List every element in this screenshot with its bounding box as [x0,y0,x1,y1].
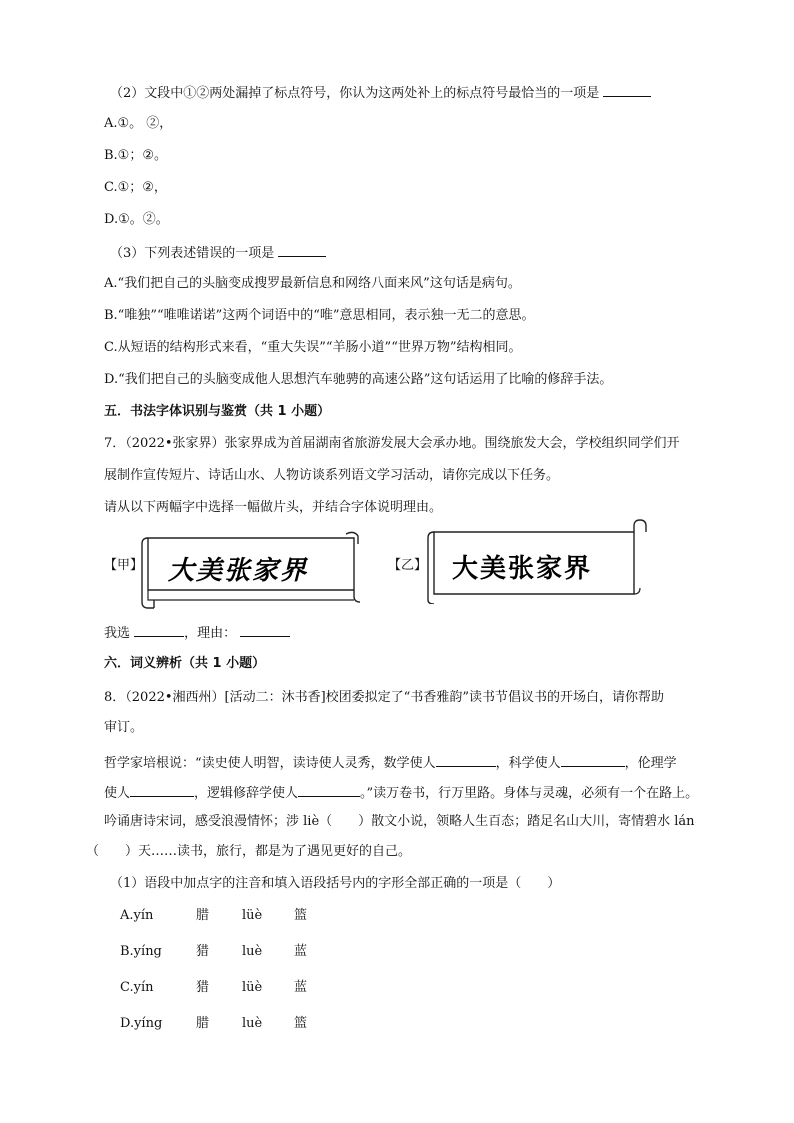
passage-line4: （ ）天……读书，旅行，都是为了遇见更好的自己。 [86,844,412,859]
q2-option-a[interactable]: A.①。 ②， [104,116,173,131]
q2-option-c[interactable]: C.①；②， [104,180,167,195]
q7-text-line3: 请从以下两幅字中选择一幅做片头，并结合字体说明理由。 [104,500,443,515]
q2-option-b[interactable]: B.①；②。 [104,148,167,163]
q8-text-line2: 审订。 [104,720,144,735]
section-heading-5: 五．书法字体识别与鉴赏（共 1 小题） [104,404,331,419]
q7-text-line1: 7．（2022•张家界）张家界成为首届湖南省旅游发展大会承办地。围绕旅发大会，学校组织同学们开 [104,436,680,451]
passage-line3: 吟诵唐诗宋词，感受浪漫情怀；涉 liè（ ）散文小说，领略人生百态；踏足名山大川，寄情碧水 lán [104,814,695,829]
q7-text-line2: 展制作宣传短片、诗话山水、人物访谈系列语文学习活动，请你完成以下任务。 [104,468,560,483]
answer-blank[interactable] [278,242,326,257]
label-jia: 【甲】 [104,558,144,573]
reason-blank[interactable] [240,622,290,637]
q3-option-a[interactable]: A.“我们把自己的头脑变成搜罗最新信息和网络八面来风”这句话是病句。 [104,276,521,291]
choice-blank[interactable] [134,622,184,637]
fill-blank[interactable] [130,782,194,797]
q3-option-c[interactable]: C.从短语的结构形式来看，“重大失误”“羊肠小道”“世界万物”结构相同。 [104,340,522,355]
q3-option-b[interactable]: B.“唯独”“唯唯诺诺”这两个词语中的“唯”意思相同，表示独一无二的意思。 [104,308,535,323]
passage-line2: 使人 ，逻辑修辞学使人 。”读万卷书，行万里路。身体与灵魂，必须有一个在路上。 [104,782,698,804]
q3-prompt: （3）下列表述错误的一项是 [110,242,326,264]
q8-text-line1: 8．（2022•湘西州）[活动二：沐书香]校团委拟定了“书香雅韵”读书节倡议书的开场白，请你帮助 [104,690,664,705]
passage-line1: 哲学家培根说：“读史使人明智，读诗使人灵秀，数学使人 ，科学使人 ，伦理学 [104,752,677,774]
fill-blank[interactable] [561,752,625,767]
q8-sub1-prompt: （1）语段中加点字的注音和填入语段括号内的字形全部正确的一项是（ ） [110,876,561,891]
q7-answer-line: 我选 ，理由： [104,622,290,644]
scroll-yi-text: 大美张家界 [452,554,593,584]
fill-blank[interactable] [298,782,360,797]
q2-option-d[interactable]: D.①。②。 [104,212,169,227]
scroll-jia-text: 大美张家界 [168,556,309,586]
answer-blank[interactable] [603,82,651,97]
q3-option-d[interactable]: D.“我们把自己的头脑变成他人思想汽车驰骋的高速公路”这句话运用了比喻的修辞手法。 [104,372,613,387]
q2-prompt: （2）文段中①②两处漏掉了标点符号，你认为这两处补上的标点符号最恰当的一项是 [110,82,651,104]
scroll-jia[interactable] [140,530,362,608]
scroll-yi[interactable] [424,518,648,596]
label-yi: 【乙】 [388,558,428,573]
section-heading-6: 六．词义辨析（共 1 小题） [104,656,266,671]
fill-blank[interactable] [436,752,496,767]
